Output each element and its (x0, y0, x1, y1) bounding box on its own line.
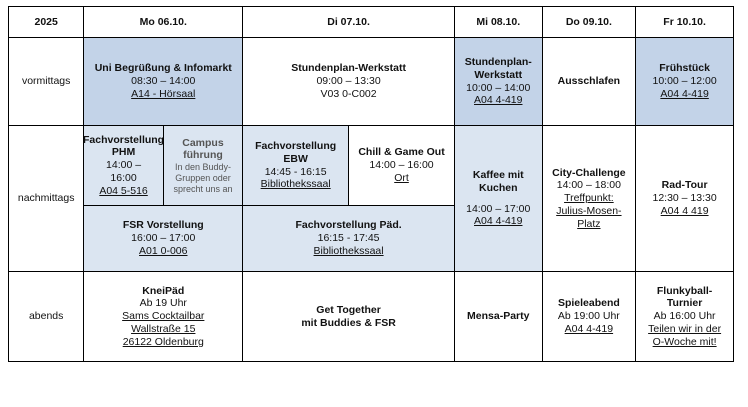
event-title: City-Challenge (552, 166, 626, 179)
event-di-afternoon-c (243, 206, 455, 272)
event-title: Rad-Tour (661, 179, 708, 192)
event-fr-afternoon (636, 126, 734, 272)
event-time: 10:00 – 14:00 (466, 81, 531, 94)
event-fr-morning (636, 38, 734, 126)
header-day-di: Di 07.10. (243, 7, 455, 38)
event-place: A04 4-419 (474, 215, 523, 228)
event-time: Ab 16:00 Uhr (653, 310, 716, 323)
row-morning (9, 38, 734, 126)
header-day-mi: Mi 08.10. (454, 7, 542, 38)
header-day-do: Do 09.10. (542, 7, 636, 38)
event-do-afternoon (542, 126, 636, 272)
event-title: Chill & Game Out (358, 146, 445, 159)
event-fr-evening (636, 272, 734, 362)
event-time-start: 14:00 – (106, 159, 142, 172)
event-note-line1: Teilen wir in der (648, 322, 722, 335)
event-title: Kaffee mit Kuchen (472, 168, 524, 194)
event-place-street: Wallstraße 15 (131, 322, 196, 335)
event-time: 09:00 – 13:30 (316, 75, 381, 88)
event-place: Ort (394, 171, 409, 184)
event-time: 14:45 - 16:15 (264, 165, 327, 178)
event-mo-afternoon-a (84, 126, 163, 206)
event-time: 10:00 – 12:00 (652, 75, 717, 88)
event-place: A04 5-516 (99, 184, 148, 197)
event-di-morning (243, 38, 455, 126)
row-afternoon-top (9, 126, 734, 206)
event-time: 16:15 - 17:45 (317, 232, 380, 245)
event-title: Flunkyball-Turnier (656, 284, 713, 310)
event-place: Bibliothekssaal (260, 178, 331, 191)
event-title: Spieleabend (557, 297, 620, 310)
event-place: A01 0-006 (139, 244, 188, 257)
event-place: Julius-Mosen-Platz (556, 204, 622, 230)
row-evening (9, 272, 734, 362)
event-title: Stundenplan-Werkstatt (464, 55, 532, 81)
event-mo-afternoon-b (163, 126, 242, 206)
event-title: Fachvorstellung EBW (255, 139, 337, 165)
event-title: FSR Vorstellung (122, 219, 204, 232)
event-di-evening (243, 272, 455, 362)
event-title: Uni Begrüßung & Infomarkt (94, 62, 232, 75)
event-time: Ab 19 Uhr (139, 297, 187, 310)
event-title: Get Together (316, 303, 381, 316)
table-header-row (9, 7, 734, 38)
row-label-evening: abends (9, 272, 84, 362)
event-place-city: 26122 Oldenburg (122, 335, 204, 348)
event-mi-evening (454, 272, 542, 362)
event-time: 08:30 – 14:00 (131, 75, 196, 88)
event-do-morning (542, 38, 636, 126)
event-title: Frühstück (659, 62, 710, 75)
event-time-end: 16:00 (110, 171, 137, 184)
event-note-line2: O-Woche mit! (652, 335, 717, 348)
event-title: Fachvorstellung Päd. (295, 219, 402, 232)
event-title: Fachvorstellung PHM (83, 133, 165, 159)
event-place: A04 4-419 (660, 87, 709, 100)
event-mi-afternoon (454, 126, 542, 272)
event-meet-label: Treffpunkt: (564, 192, 614, 205)
header-year: 2025 (9, 7, 84, 38)
event-di-afternoon-a (243, 126, 349, 206)
event-do-evening (542, 272, 636, 362)
event-title: KneiPäd (142, 284, 185, 297)
event-time: 14:00 – 16:00 (369, 159, 434, 172)
event-place: A04 4-419 (474, 94, 523, 107)
event-mo-afternoon-c (84, 206, 243, 272)
event-place: Bibliothekssaal (313, 244, 384, 257)
event-place: A14 - Hörsaal (131, 87, 196, 100)
event-mo-evening (84, 272, 243, 362)
event-place: A04 4-419 (564, 322, 614, 335)
event-mo-morning (84, 38, 243, 126)
event-time: 14:00 – 17:00 (466, 202, 531, 215)
event-title: Mensa-Party (467, 310, 530, 323)
event-mi-morning (454, 38, 542, 126)
event-subtitle: mit Buddies & FSR (301, 316, 396, 329)
schedule-table (8, 6, 734, 362)
event-title: Ausschlafen (557, 75, 621, 88)
event-title: Stundenplan-Werkstatt (291, 62, 406, 75)
event-time: 16:00 – 17:00 (131, 232, 196, 245)
event-di-afternoon-b (349, 126, 455, 206)
event-time: 12:30 – 13:30 (652, 192, 717, 205)
header-day-fr: Fr 10.10. (636, 7, 734, 38)
event-title: Campus führung (182, 136, 224, 162)
event-time: 14:00 – 18:00 (556, 179, 621, 192)
row-label-morning: vormittags (9, 38, 84, 126)
header-day-mo: Mo 06.10. (84, 7, 243, 38)
event-note: In den Buddy-Gruppen oder sprecht uns an (173, 162, 233, 194)
row-label-afternoon: nachmittags (9, 126, 84, 272)
event-place-venue: Sams Cocktailbar (122, 310, 205, 323)
event-time: Ab 19:00 Uhr (557, 310, 620, 323)
event-place: V03 0-C002 (320, 87, 377, 100)
event-place: A04 4 419 (660, 204, 709, 217)
